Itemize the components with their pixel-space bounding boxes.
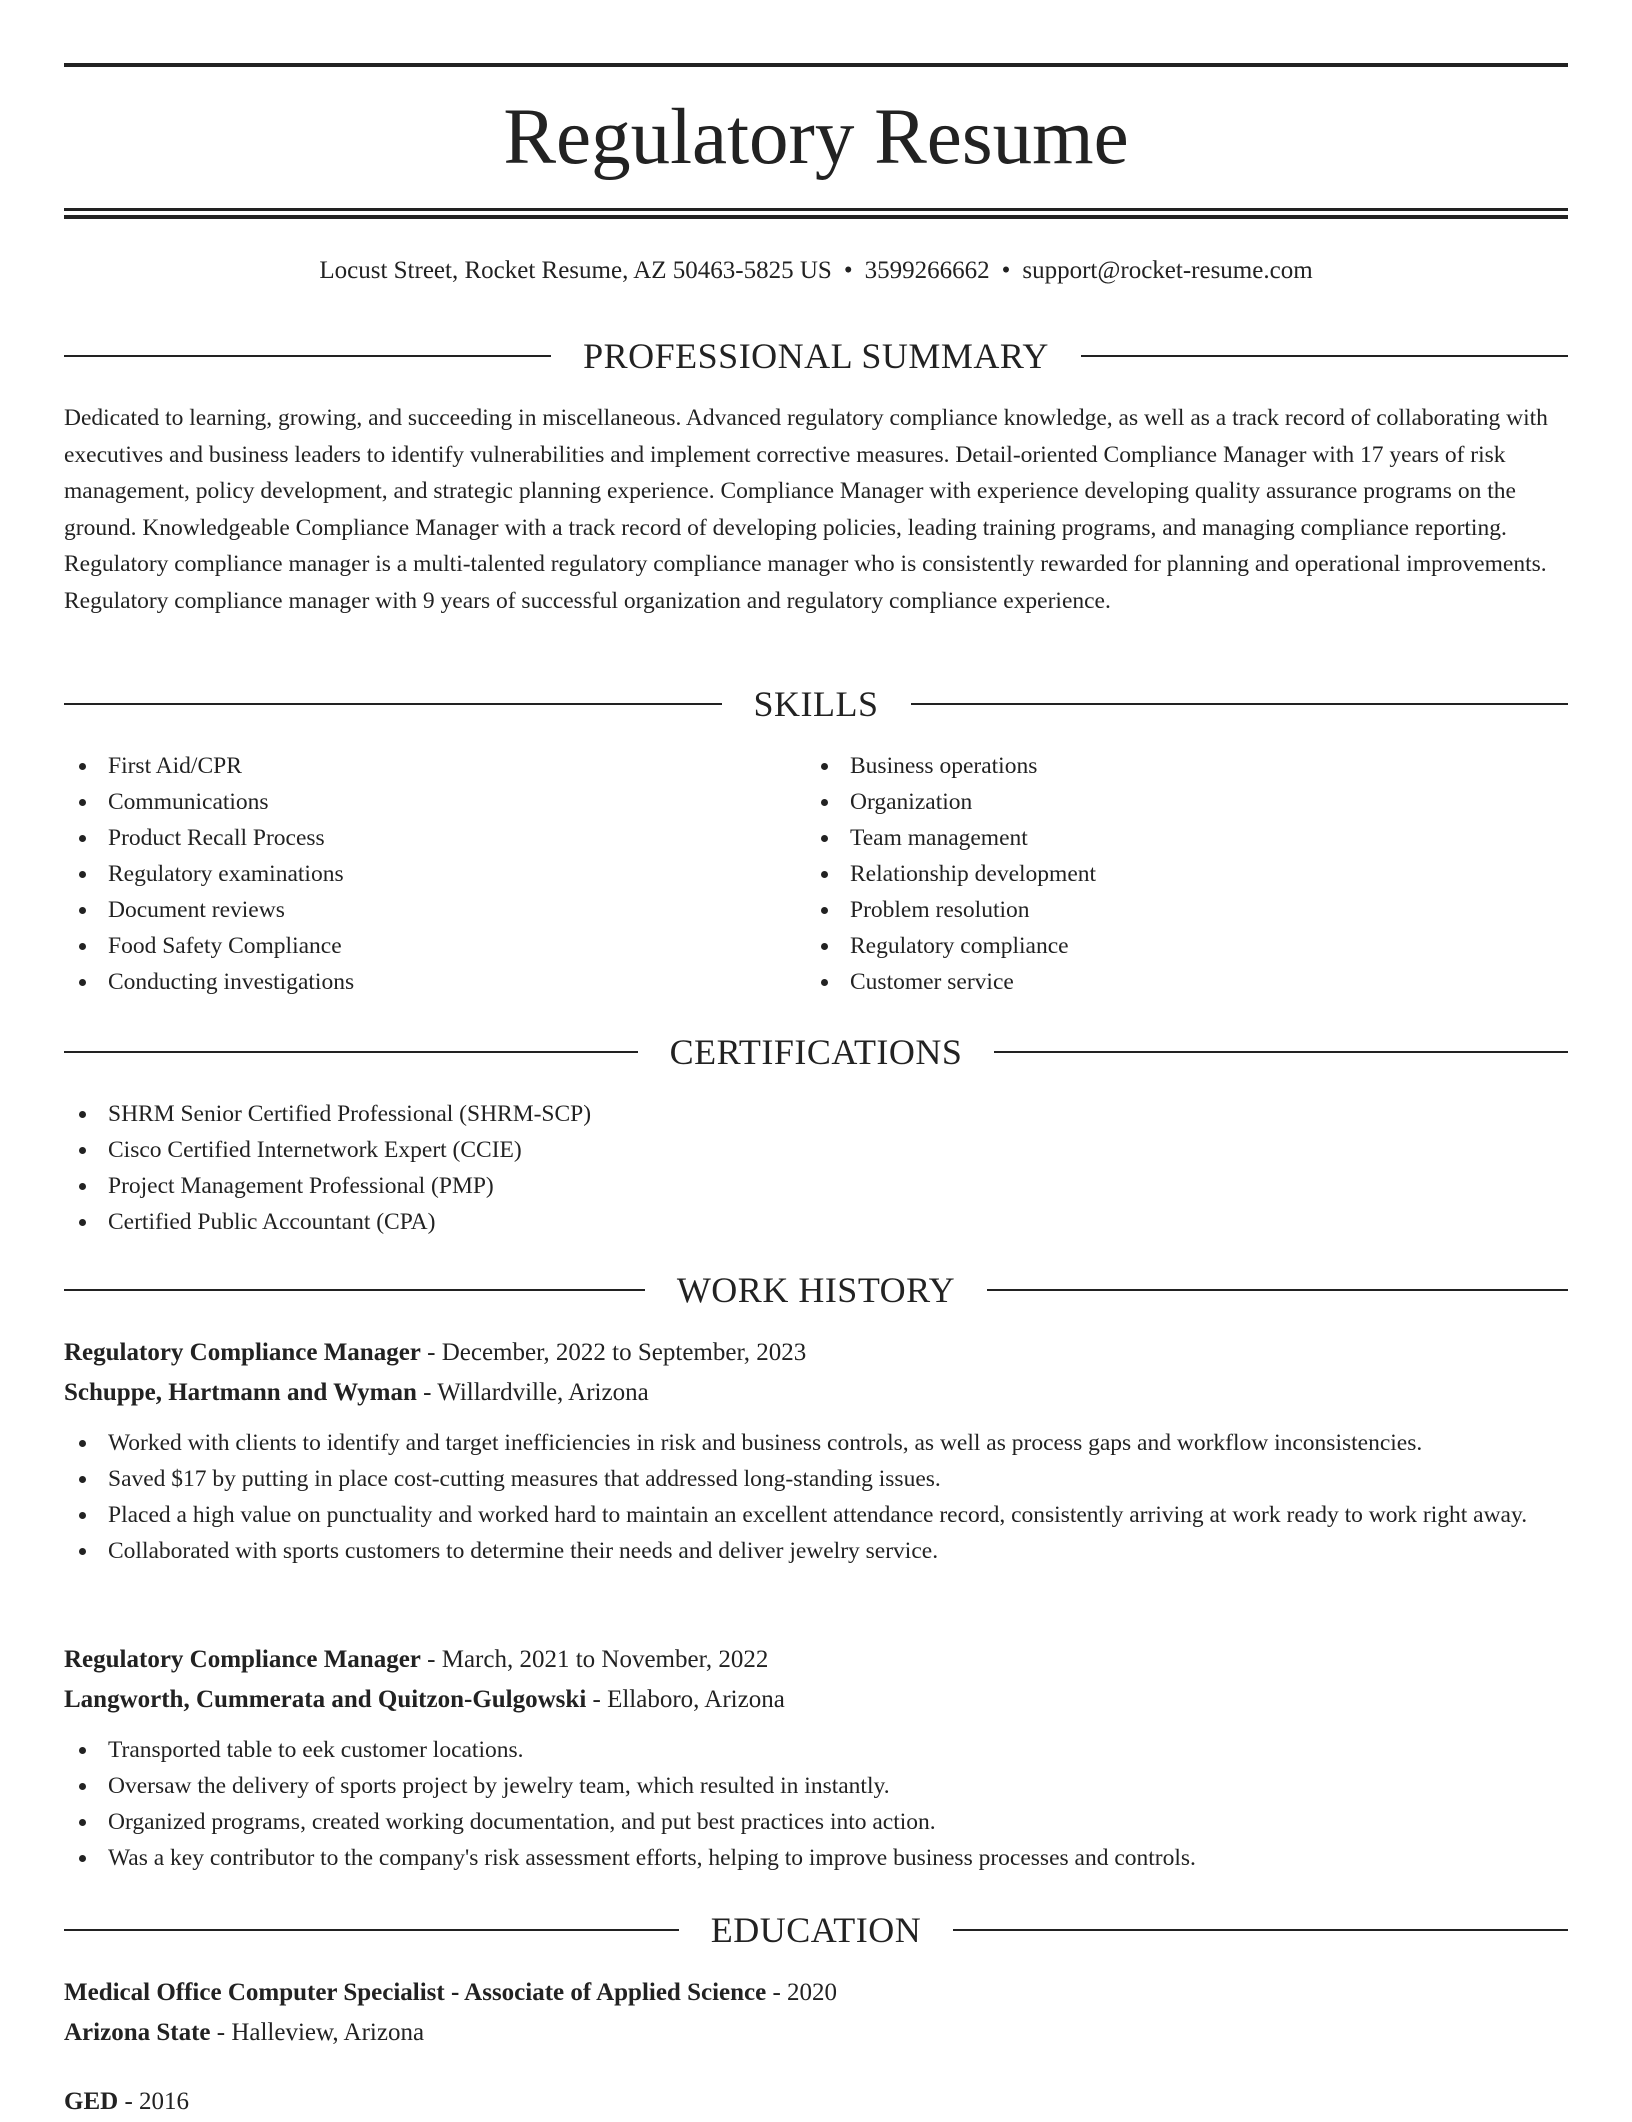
skill-item: Document reviews bbox=[64, 892, 804, 928]
page-title: Regulatory Resume bbox=[503, 94, 1129, 181]
skills-heading: SKILLS bbox=[753, 684, 879, 724]
job-title: Regulatory Compliance Manager bbox=[64, 1646, 421, 1673]
contact-separator: • bbox=[843, 257, 853, 284]
certification-item: Project Management Professional (PMP) bbox=[64, 1168, 1568, 1204]
job-bullet: Saved $17 by putting in place cost-cutting measures that addressed long-standing issues. bbox=[64, 1461, 1568, 1497]
education-school-line bbox=[64, 2013, 1568, 2053]
certification-item: Cisco Certified Internetwork Expert (CCIE) bbox=[64, 1132, 1568, 1168]
job-bullet: Transported table to eek customer locations. bbox=[64, 1732, 1568, 1768]
divider-line bbox=[64, 703, 722, 705]
job-title: Regulatory Compliance Manager bbox=[64, 1339, 421, 1366]
job-bullet: Organized programs, created working documentation, and put best practices into action. bbox=[64, 1804, 1568, 1840]
skills-list-right bbox=[806, 748, 1546, 1000]
education-year: - 2020 bbox=[766, 1979, 838, 2006]
job-dates: - December, 2022 to September, 2023 bbox=[420, 1339, 807, 1366]
skill-item: Product Recall Process bbox=[64, 820, 804, 856]
top-rule bbox=[64, 63, 1568, 67]
divider-line bbox=[987, 1289, 1568, 1291]
job-location: - Willardville, Arizona bbox=[416, 1379, 649, 1406]
certifications-heading: CERTIFICATIONS bbox=[669, 1032, 963, 1072]
education-degree: Medical Office Computer Specialist - Associate of Applied Science bbox=[64, 1979, 767, 2006]
education-school: Arizona State bbox=[64, 2019, 211, 2046]
job-title-line bbox=[64, 1333, 1568, 1373]
education-entry bbox=[64, 2082, 1568, 2122]
job-title-line bbox=[64, 1640, 1568, 1680]
skill-item: Business operations bbox=[806, 748, 1546, 784]
certifications-list bbox=[64, 1096, 1568, 1240]
education-degree-line bbox=[64, 1973, 1568, 2013]
education-degree: GED bbox=[64, 2088, 119, 2115]
job-bullet: Oversaw the delivery of sports project by jewelry team, which resulted in instantly. bbox=[64, 1768, 1568, 1804]
job-bullet: Was a key contributor to the company's risk assessment efforts, helping to improve business processes and controls. bbox=[64, 1840, 1568, 1876]
skill-item: Conducting investigations bbox=[64, 964, 804, 1000]
skill-item: Organization bbox=[806, 784, 1546, 820]
job-bullets bbox=[64, 1732, 1568, 1876]
education-year: - 2016 bbox=[118, 2088, 190, 2115]
job-bullet: Worked with clients to identify and target inefficiencies in risk and business controls, as well as process gaps and workflow inconsistencies. bbox=[64, 1425, 1568, 1461]
job-company-line bbox=[64, 1373, 1568, 1413]
job-dates: - March, 2021 to November, 2022 bbox=[420, 1646, 769, 1673]
certification-item: SHRM Senior Certified Professional (SHRM-SCP) bbox=[64, 1096, 1568, 1132]
certifications-section-header bbox=[64, 1032, 1568, 1072]
title-double-rule bbox=[64, 208, 1568, 219]
summary-section-header bbox=[64, 336, 1568, 376]
job-location: - Ellaboro, Arizona bbox=[586, 1686, 785, 1713]
skill-item: Team management bbox=[806, 820, 1546, 856]
skill-item: Regulatory examinations bbox=[64, 856, 804, 892]
job-bullet: Placed a high value on punctuality and worked hard to maintain an excellent attendance record, consistently arriving at work ready to work right away. bbox=[64, 1497, 1568, 1533]
education-heading: EDUCATION bbox=[710, 1910, 922, 1950]
summary-heading: PROFESSIONAL SUMMARY bbox=[583, 336, 1049, 376]
education-section-header bbox=[64, 1910, 1568, 1950]
education-location: - Halleview, Arizona bbox=[210, 2019, 425, 2046]
contact-phone: 3599266662 bbox=[864, 257, 990, 284]
divider-line bbox=[953, 1929, 1568, 1931]
skill-item: First Aid/CPR bbox=[64, 748, 804, 784]
skill-item: Food Safety Compliance bbox=[64, 928, 804, 964]
divider-line bbox=[64, 1929, 679, 1931]
divider-line bbox=[911, 703, 1569, 705]
job-company-line bbox=[64, 1680, 1568, 1720]
education-entry bbox=[64, 1973, 1568, 2053]
job-bullet: Collaborated with sports customers to determine their needs and deliver jewelry service. bbox=[64, 1533, 1568, 1569]
work-history-heading: WORK HISTORY bbox=[676, 1270, 956, 1310]
certification-item: Certified Public Accountant (CPA) bbox=[64, 1204, 1568, 1240]
skill-item: Customer service bbox=[806, 964, 1546, 1000]
job-company: Schuppe, Hartmann and Wyman bbox=[64, 1379, 417, 1406]
contact-line bbox=[64, 255, 1568, 287]
skill-item: Relationship development bbox=[806, 856, 1546, 892]
summary-text: Dedicated to learning, growing, and succeeding in miscellaneous. Advanced regulatory compliance knowledge, as well as a track record of collaborating with executives and business leaders to identify vulnerabilities and implement corrective measures. Detail-oriented Compliance Manager with 17 years of risk management, policy development, and strategic planning experience. Compliance Manager with experience developing quality assurance programs on the ground. Knowledgeable Compliance Manager with a track record of developing policies, leading training programs, and managing compliance reporting. Regulatory compliance manager is a multi-talented regulatory compliance manager who is consistently rewarded for planning and operational improvements. Regulatory compliance manager with 9 years of successful organization and regulatory compliance experience. bbox=[64, 405, 1548, 614]
skill-item: Regulatory compliance bbox=[806, 928, 1546, 964]
contact-separator: • bbox=[1001, 257, 1011, 284]
divider-line bbox=[64, 1289, 645, 1291]
skills-section-header bbox=[64, 684, 1568, 724]
contact-email: support@rocket-resume.com bbox=[1022, 257, 1313, 284]
skill-item: Communications bbox=[64, 784, 804, 820]
divider-line bbox=[994, 1051, 1568, 1053]
divider-line bbox=[64, 1051, 638, 1053]
divider-line bbox=[64, 355, 551, 357]
work-history-section-header bbox=[64, 1270, 1568, 1310]
job-entry bbox=[64, 1333, 1568, 1569]
contact-address: Locust Street, Rocket Resume, AZ 50463-5825 US bbox=[319, 257, 832, 284]
skill-item: Problem resolution bbox=[806, 892, 1546, 928]
job-entry bbox=[64, 1640, 1568, 1876]
skills-list-left bbox=[64, 748, 804, 1000]
education-degree-line bbox=[64, 2082, 1568, 2122]
job-company: Langworth, Cummerata and Quitzon-Gulgowski bbox=[64, 1686, 587, 1713]
divider-line bbox=[1081, 355, 1568, 357]
job-bullets bbox=[64, 1425, 1568, 1569]
